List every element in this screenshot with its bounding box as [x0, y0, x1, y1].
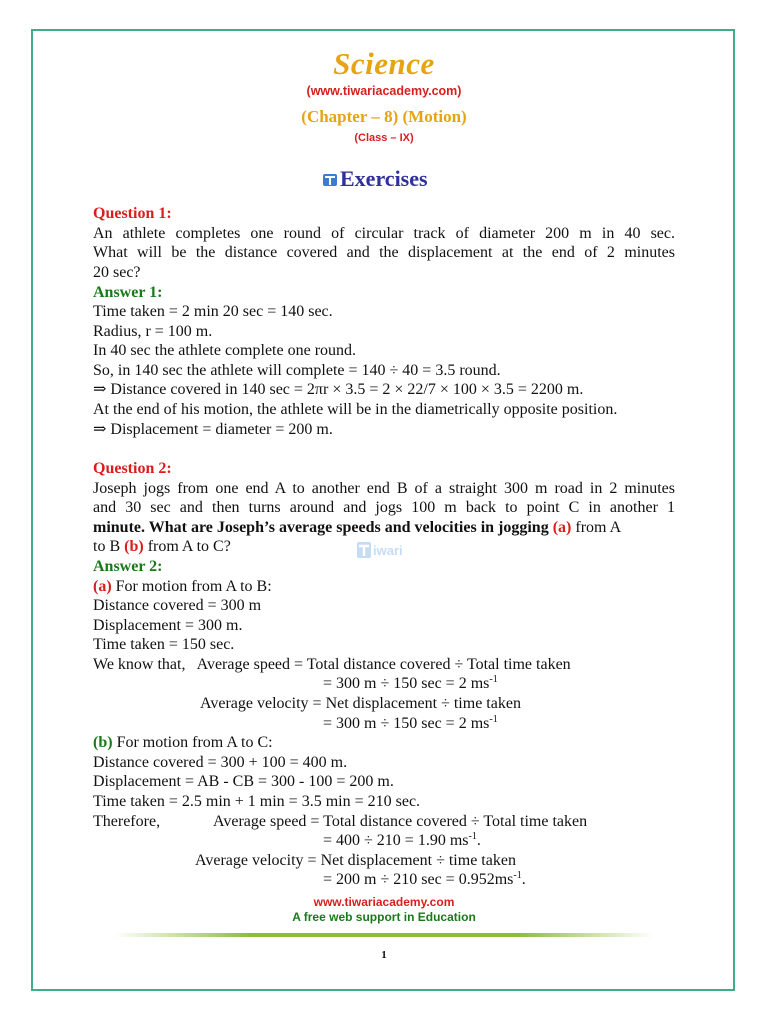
part-b-heading: For motion from A to C: [116, 734, 273, 751]
answer-1-line: ⇒ Distance covered in 140 sec = 2πr × 3.5 = 2 × 22/7 × 100 × 3.5 = 2200 m. [93, 381, 584, 398]
unit-superscript: -1 [489, 674, 498, 685]
period: . [476, 832, 481, 849]
answer-2-label: Answer 2: [93, 558, 163, 575]
question-1-label: Question 1: [93, 205, 172, 222]
tiwari-watermark [357, 540, 415, 560]
answer-2-line: We know that, Average speed = Total distance covered ÷ Total time taken [93, 656, 571, 673]
answer-2-calc [323, 714, 498, 736]
question-2-line: and 30 sec and then turns around and jogs 100 m back to point C in another 1 [93, 499, 675, 516]
answer-2-line: Therefore, [93, 813, 161, 830]
question-1-line: An athlete completes one round of circular track of diameter 200 m in 40 sec. [93, 225, 675, 242]
watermark-text: iwari [373, 543, 403, 558]
answer-2-line: Distance covered = 300 m [93, 597, 262, 614]
unit-superscript: -1 [489, 714, 498, 725]
part-a-marker: (a) [93, 578, 112, 595]
question-2-text: to B [93, 538, 121, 555]
calc-text: = 300 m ÷ 150 sec = 2 ms [323, 715, 490, 732]
answer-2-calc [323, 674, 498, 696]
answer-2-calc [323, 870, 526, 892]
page-title: Science [333, 46, 435, 81]
part-b-marker: (b) [93, 734, 113, 751]
answer-2-line: Displacement = 300 m. [93, 617, 243, 634]
answer-1-line: So, in 140 sec the athlete will complete = 140 ÷ 40 = 3.5 round. [93, 362, 501, 379]
answer-2-line: Time taken = 150 sec. [93, 636, 235, 653]
calc-text: = 200 m ÷ 210 sec = 0.952ms [323, 871, 514, 888]
part-a-marker: (a) [552, 519, 572, 536]
answer-2-part-a [93, 577, 272, 597]
question-1-line: What will be the distance covered and the displacement at the end of 2 minutes [93, 244, 675, 261]
period: . [521, 871, 526, 888]
question-2-text: from A [575, 519, 622, 536]
footer-tagline: A free web support in Education [292, 910, 476, 924]
unit-superscript: -1 [468, 831, 477, 842]
answer-1-line: Radius, r = 100 m. [93, 323, 213, 340]
answer-1-line: At the end of his motion, the athlete will be in the diametrically opposite position. [93, 401, 618, 418]
question-2-text: minute. What are Joseph’s average speeds and velocities in jogging [93, 519, 549, 536]
unit-superscript: -1 [513, 870, 522, 881]
question-2-line [93, 518, 621, 538]
section-title: Exercises [340, 166, 428, 191]
class-label: (Class – IX) [354, 132, 414, 144]
answer-1-line: ⇒ Displacement = diameter = 200 m. [93, 421, 333, 438]
tiwari-logo-icon [322, 173, 338, 187]
answer-2-calc [323, 831, 481, 853]
answer-2-part-b [93, 733, 273, 753]
answer-2-line: Time taken = 2.5 min + 1 min = 3.5 min = 210 sec. [93, 793, 421, 810]
page-number: 1 [381, 949, 387, 961]
site-link[interactable]: (www.tiwariacademy.com) [306, 84, 462, 98]
answer-2-line: Displacement = AB - CB = 300 - 100 = 200 m. [93, 773, 394, 790]
calc-text: = 400 ÷ 210 = 1.90 ms [323, 832, 469, 849]
chapter-heading: (Chapter – 8) (Motion) [301, 107, 467, 126]
answer-2-line: Average speed = Total distance covered ÷ Total time taken [213, 813, 588, 830]
question-2-text: from A to C? [147, 538, 231, 555]
answer-1-line: Time taken = 2 min 20 sec = 140 sec. [93, 303, 333, 320]
answer-2-line: Distance covered = 300 + 100 = 400 m. [93, 754, 348, 771]
part-b-marker: (b) [124, 538, 144, 555]
footer-divider [114, 933, 654, 937]
answer-1-label: Answer 1: [93, 284, 163, 301]
part-a-heading: For motion from A to B: [115, 578, 272, 595]
answer-2-line: Average velocity = Net displacement ÷ time taken [200, 695, 521, 712]
question-1-line: 20 sec? [93, 264, 141, 281]
footer-site-link[interactable]: www.tiwariacademy.com [313, 895, 455, 909]
question-2-label: Question 2: [93, 460, 172, 477]
calc-text: = 300 m ÷ 150 sec = 2 ms [323, 675, 490, 692]
answer-2-line: Average velocity = Net displacement ÷ time taken [195, 852, 516, 869]
answer-1-line: In 40 sec the athlete complete one round. [93, 342, 357, 359]
question-2-line [93, 537, 231, 557]
question-2-line: Joseph jogs from one end A to another end B of a straight 300 m road in 2 minutes [93, 480, 675, 497]
